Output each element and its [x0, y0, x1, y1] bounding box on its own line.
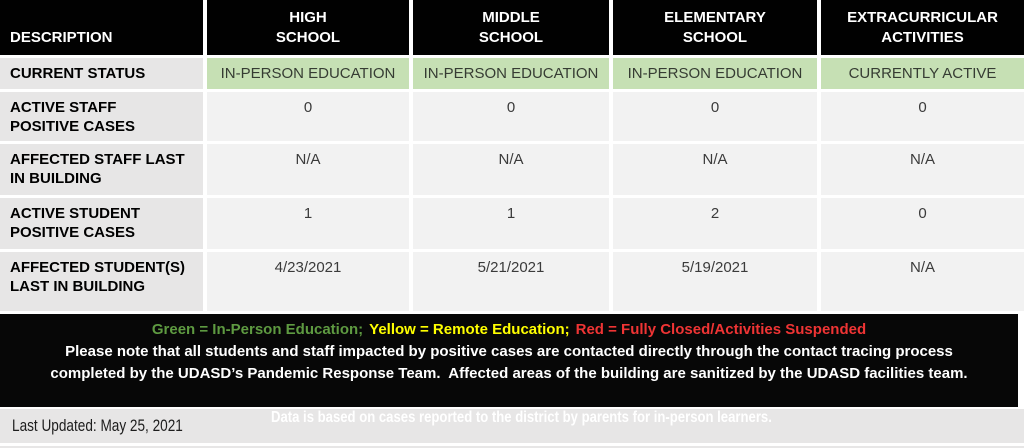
value-cell: N/A — [821, 144, 1024, 195]
header-line: ACTIVITIES — [881, 28, 964, 46]
value-cell: 5/21/2021 — [413, 252, 609, 311]
value-cell: N/A — [613, 144, 817, 195]
value-cell: N/A — [821, 252, 1024, 311]
value-cell: 0 — [207, 92, 409, 141]
contact-tracing-note-line2: completed by the UDASD’s Pandemic Response Team. Affected areas of the building are sanitized by the UDASD facilities team. — [50, 365, 968, 382]
value-cell: 2 — [613, 198, 817, 249]
color-legend — [0, 319, 1018, 341]
value-cell: 0 — [821, 198, 1024, 249]
value-cell: N/A — [413, 144, 609, 195]
row-label-affected-students: AFFECTED STUDENT(S) LAST IN BUILDING — [0, 252, 203, 311]
header-line: MIDDLE — [482, 8, 540, 26]
col-header-elementary-school — [613, 0, 817, 55]
legend-green-label: Green = In-Person Education; — [151, 321, 364, 338]
col-header-description-label: DESCRIPTION — [10, 29, 113, 46]
col-header-description — [0, 0, 203, 55]
row-label-active-staff-cases: ACTIVE STAFF POSITIVE CASES — [0, 92, 203, 141]
header-line: SCHOOL — [682, 28, 748, 46]
value-cell: 1 — [207, 198, 409, 249]
header-line: EXTRACURRICULAR — [847, 8, 998, 26]
header-line: ELEMENTARY — [664, 8, 766, 26]
col-header-extracurricular — [821, 0, 1024, 55]
contact-tracing-note-line1: Please note that all students and staff impacted by positive cases are contacted directly through the contact tracing process — [65, 343, 953, 360]
value-cell: 5/19/2021 — [613, 252, 817, 311]
status-cell-extracurricular: CURRENTLY ACTIVE — [821, 58, 1024, 89]
legend-yellow-label: Yellow = Remote Education; — [369, 321, 570, 338]
value-cell: 0 — [613, 92, 817, 141]
col-header-high-school — [207, 0, 409, 55]
status-cell-high-school: IN-PERSON EDUCATION — [207, 58, 409, 89]
last-updated-text: Last Updated: May 25, 2021 — [12, 416, 183, 435]
row-label-active-student-cases: ACTIVE STUDENT POSITIVE CASES — [0, 198, 203, 249]
row-label-affected-staff: AFFECTED STAFF LAST IN BUILDING — [0, 144, 203, 195]
value-cell: 1 — [413, 198, 609, 249]
header-line: SCHOOL — [478, 28, 544, 46]
value-cell: N/A — [207, 144, 409, 195]
value-cell: 0 — [821, 92, 1024, 141]
header-line: HIGH — [289, 8, 327, 26]
legend-red-label: Red = Fully Closed/Activities Suspended — [575, 321, 867, 338]
value-cell: 4/23/2021 — [207, 252, 409, 311]
status-cell-elementary: IN-PERSON EDUCATION — [613, 58, 817, 89]
value-cell: 0 — [413, 92, 609, 141]
header-line: SCHOOL — [275, 28, 341, 46]
status-cell-middle-school: IN-PERSON EDUCATION — [413, 58, 609, 89]
row-label-current-status: CURRENT STATUS — [0, 58, 203, 89]
data-source-note: Data is based on cases reported to the district by parents for in-person learners. — [271, 409, 772, 426]
col-header-middle-school — [413, 0, 609, 55]
